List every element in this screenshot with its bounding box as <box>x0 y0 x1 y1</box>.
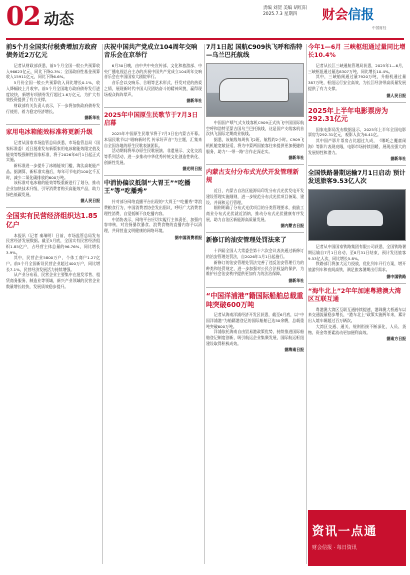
article-paragraph: 2025年中国原生民歌节将于7月3日在内蒙古开幕。本届民歌节以“唱响新时代 传承好声音”为主题，汇集来自全国各地的原生民歌表演团队。 <box>104 131 202 148</box>
article-paragraph: 其中，三峡船闸通过量7920万吨，升船机通过量387万吨，枢纽运行安全高效，为长江经济带高质量发展提供了有力支撑。 <box>308 74 406 91</box>
section-name: 动态 <box>44 10 75 28</box>
article-paragraph: 洋浦依托海南自由贸易港政策优势，持续推进国际船舶登记制度创新，吸引航运企业集聚发展，国际航运枢纽建设取得积极成效。 <box>206 329 304 346</box>
article-paragraph: 记者从长江三峡通航管理局获悉，2025年1—6月，三峡枢纽通过量达8307万吨，同比增长10.4%。 <box>308 63 406 74</box>
brand-a: 财会 <box>322 8 349 23</box>
article-paragraph: 大湾区交通、通关、规则衔接不断深化，人员、货物、资金等要素流动更加便利高效。 <box>308 323 406 335</box>
header-rule <box>6 38 404 40</box>
editor-line: 责编 刘贺 美编 胡红阳 <box>263 6 307 11</box>
column-4 <box>308 44 406 344</box>
column-3 <box>206 44 304 355</box>
brand-b: 信报 <box>348 8 375 23</box>
article-title[interactable]: 2025年中国原生民歌节于7月3日启幕 <box>104 112 198 128</box>
article-paragraph: 从产业分布看，民营企业主要集中在批发零售、租赁商务服务、制造业等领域，新兴产业领域的民营企业数量增长较快，发展质效稳步提升。 <box>6 272 100 289</box>
article-paragraph: 活动期间将举办原生民歌展演、非遗展示、文化交流等系列活动，进一步推动中华优秀传统文化创造性转化、创新性发展。 <box>104 148 202 165</box>
article-divider <box>308 165 406 166</box>
article-title[interactable]: 新修订的油安管理处罚法来了 <box>206 237 287 245</box>
article-title[interactable]: 中消协偏议抵制“大胃王”“吃播王”等“吃播秀” <box>104 180 191 196</box>
header-meta <box>263 6 307 18</box>
article-divider <box>308 102 406 103</box>
article-paragraph: 中消协表示，网络平台应切实履行主体责任，加强内容审核，对宣扬暴饮暴食、浪费食物的直播内容予以清理，共同营造文明健康的网络环境。 <box>104 216 202 233</box>
article-title[interactable]: “海牛北上”2年年加速粤港澳大湾区互联互通 <box>308 287 401 303</box>
column-2 <box>104 44 202 243</box>
article-divider <box>104 107 202 108</box>
article-title[interactable]: 内蒙古支付分布式光伏开发管理新规 <box>206 169 299 185</box>
article-paragraph: 音乐会以交响乐、合唱等艺术形式，抒发对党的热爱之情，展现新时代中国人民团结奋斗的精神风貌，赢得现场观众阵阵掌声。 <box>104 80 202 97</box>
article-paragraph: 5月份全国一般公共预算收入同比增长0.1%，收入降幅较上月收窄。前5个月全国地方政府债券发行进度较快，新增专项债券发行超过1.6万亿元，为扩大有效投资提供了有力支撑。 <box>6 80 100 103</box>
article-divider <box>206 164 304 165</box>
article-paragraph: 中国国产喷气式支线客机C909正式执飞中国国际航空呼和浩特至蒙古国乌兰巴托航线，这是国产支线客机首次执飞国际定期商业航线。 <box>206 120 304 137</box>
article-paragraph: 近日，内蒙古自治区能源局印发分布式光伏发电开发建设管理实施细则，进一步规范分布式光伏项目备案、建设、并网和运行管理。 <box>206 188 304 205</box>
article-source: 据中国消费者报 <box>174 234 202 240</box>
column-divider <box>306 44 307 564</box>
masthead-logo <box>322 4 374 23</box>
article-source: 据新华社 <box>84 115 100 121</box>
article-paragraph: 记者从国家市场监管总局获悉，市场监管总局（国家标准委）近日批准发布新版家用电冰箱能效限定值及能效等级强制性国家标准，将于2026年6月1日起正式实施。 <box>6 140 100 163</box>
page-header <box>0 0 410 40</box>
date-line: 2025.7.3 星期四 <box>263 12 298 17</box>
article-source: 据海南日报 <box>284 347 304 353</box>
article-paragraph: 粤港澳大湾区互联互通持续提速，港珠澳大桥通车以来交通流量稳步增长，“港车北上”政策实施两年来，累计出入境车辆超过百万辆次。 <box>308 306 406 324</box>
article-paragraph: 记者从财政部获悉，前5个月全国一般公共预算收入96623亿元，同比下降0.3%；全国政府性基金预算收入15911亿元，同比下降6.6%。 <box>6 63 100 80</box>
article-source: 据新华社 <box>288 155 304 161</box>
article-paragraph: 细则明确了分布式光伏项目的分类管理要求，鼓励工商业分布式光伏就近消纳，推动分布式光伏健康有序发展，助力自治区新能源高质量发展。 <box>206 205 304 222</box>
article-source: 据南方日报 <box>386 336 406 342</box>
article-paragraph: 记者从中国国家铁路集团有限公司获悉，全国铁路暑期运输自7月1日启动，至8月31日结束，预计发送旅客9.53亿人次，同比增长5.8%。 <box>308 244 406 261</box>
article-paragraph: 6月30日晚，由中共中央宣传部、文化和旅游部、中央广播电视总台主办的庆祝中国共产党成立104周年交响音乐会在中国国家大剧院举行。 <box>104 63 202 80</box>
article-divider <box>6 124 100 125</box>
article-paragraph: 国家电影局发布数据显示，2025年上半年全国电影票房为292.31亿元，观影人次为6.41亿。 <box>308 126 406 138</box>
column-divider <box>204 44 205 564</box>
article-source: 据内蒙古日报 <box>280 223 304 229</box>
article-paragraph: 铁路部门将加大运力投放，优化列车开行方案，增开旅游列车和夜间高铁，满足旅客暑期出行需求。 <box>308 261 406 273</box>
article-title[interactable]: 前5个月全国实付税费增加方政府债务近2万亿元 <box>6 44 97 59</box>
article-paragraph: 财政部有关负责人表示，下一步将加快政府债券发行使用，着力稳定经济增长。 <box>6 102 100 114</box>
brand-subtitle: 中国财经 <box>372 26 387 30</box>
train-photo <box>308 189 406 241</box>
article-source: 据人民日报 <box>386 92 406 98</box>
article-source: 据新华社 <box>390 156 406 162</box>
article-paragraph: 本报讯（记者 秦瑞明）日前，市场监管总局发布民营经济发展数据。截至5月底，全国实有民营经济组织1.85亿户，占经营主体总量的96.76%，同比增长3.9%。 <box>6 232 100 255</box>
promo-banner[interactable] <box>308 510 406 566</box>
article-paragraph: 据悉，该航线每周执飞2班，航程约2小时。C909飞机机舱宽敞舒适，将为中蒙两国旅客往来提供更加便捷的服务，助力“一带一路”合作走深走实。 <box>206 137 304 154</box>
article-paragraph: 新修订的治安管理处罚法完善了违反治安管理行为的种类和处罚规定，进一步加强对公民合法权益的保护，为维护社会治安秩序提供更加有力的法治保障。 <box>206 259 304 277</box>
column-1 <box>6 44 100 290</box>
aircraft-photo <box>206 63 304 117</box>
article-divider <box>308 283 406 284</box>
article-paragraph: 新标准进一步提升了冰箱能效门槛，淘汰高耗能产品。据测算，新标准实施后，每年可节电约100亿千瓦时，减少二氧化碳排放约600万吨。 <box>6 163 100 180</box>
article-source: 据光明日报 <box>182 166 202 172</box>
article-title[interactable]: 今年1—6月 三峡枢纽通过量同比增长10.4% <box>308 44 406 59</box>
article-divider <box>206 287 304 288</box>
article-source: 据新华社 <box>288 277 304 283</box>
article-paragraph: 该标准对电冰箱的能效等级重新进行了划分，推动企业加快技术升级，引导消费者购买高能效产品，助力绿色低碳发展。 <box>6 180 100 197</box>
article-divider <box>104 175 202 176</box>
article-source: 据中国铁路 <box>386 273 406 279</box>
section-number: 02 <box>6 2 41 32</box>
column-divider <box>102 44 103 564</box>
article-title[interactable]: 家用电冰箱能效标准将更新升级 <box>6 129 93 137</box>
article-title[interactable]: 全国实有民营经济组织达1.85亿户 <box>6 212 98 229</box>
article-paragraph: 十四届全国人大常委会第十六次会议表决通过新修订的治安管理处罚法，自2026年1月1日起施行。 <box>206 248 304 260</box>
article-divider <box>6 207 100 208</box>
article-paragraph: 其中，民营企业5800万户，个体工商户1.27亿户。前5个月全国新设民营企业超过400万户，同比增长7.1%，民营经济发展活力持续增强。 <box>6 255 100 272</box>
promo-banner-subtext: 财会信报 · 每日资讯 <box>312 545 357 551</box>
article-title[interactable]: 2025年上半年电影票房为292.31亿元 <box>308 106 389 124</box>
article-source: 据人民日报 <box>80 198 100 204</box>
article-title[interactable]: 7月1日起 国航C909执飞呼和浩特—乌兰巴托航线 <box>206 44 303 59</box>
article-paragraph: 记者从海南洋浦经济开发区获悉，截至6月底，以“中国洋浦港”为船籍港登记的国际船舶已达50余艘，总载重吨突破600万吨。 <box>206 312 304 329</box>
article-paragraph: 针对部分网络直播平台出现的“大胃王”“吃播秀”等浪费粮食行为，中国消费者协会发出倡议，呼吁广大消费者理性消费，自觉抵制不良吃播内容。 <box>104 199 202 216</box>
promo-banner-text: 资讯一点通 <box>312 524 378 538</box>
article-title[interactable]: 全国铁路暑期运输7月1日启动 预计发送旅客9.53亿人次 <box>308 170 406 186</box>
article-paragraph: 其中国产影片票房占比超过九成，《哪吒之魔童闹海》等影片表现亮眼，电影市场持续回暖，展现出强大的发展韧性和潜力。 <box>308 138 406 155</box>
article-title[interactable]: 庆祝中国共产党成立104周年交响音乐会在京举行 <box>104 44 198 59</box>
article-divider <box>206 232 304 233</box>
article-source: 据新华社 <box>186 98 202 104</box>
article-title[interactable]: “中国洋浦港”籍国际船舶总载重吨突破600万吨 <box>206 291 304 309</box>
